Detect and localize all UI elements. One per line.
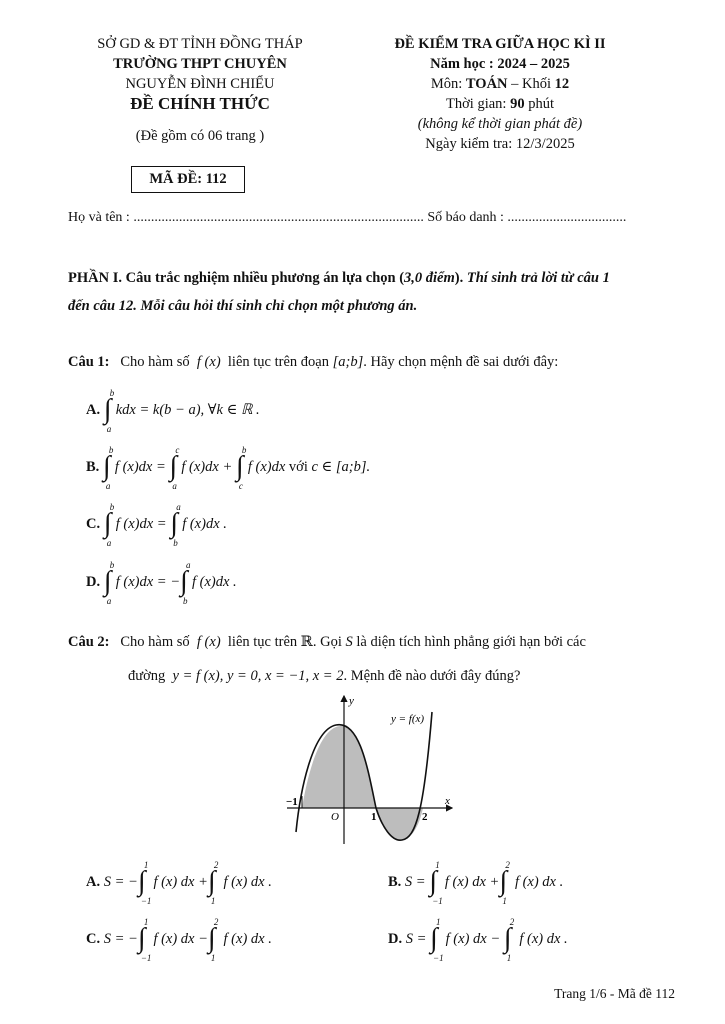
part1-heading: PHẦN I. Câu trắc nghiệm nhiều phương án lựa chọn (3,0 điểm). Thí sinh trả lời từ câu 1 đến câu 12. Mỗi câu hỏi thí sinh chỉ chọn một phương án. [68, 270, 610, 314]
x-axis-label: x [445, 795, 450, 807]
duration-line: Thời gian: 90 phút [446, 96, 554, 112]
exam-date: Ngày kiểm tra: 12/3/2025 [425, 136, 575, 152]
question-1-option-d[interactable]: D. ∫ b a f (x)dx = − ∫ a b f (x)dx . [86, 560, 237, 606]
page-count-note: (Đề gồm có 06 trang ) [135, 128, 265, 144]
school-year: Năm học : 2024 – 2025 [430, 56, 570, 72]
question-1-label: Câu 1: [68, 354, 110, 370]
shaded-region-positive [302, 726, 376, 808]
student-id-field: Số báo danh : .................................. [427, 210, 627, 225]
student-name-field: Họ và tên : ................................................................................... [68, 210, 424, 225]
question-2-option-a[interactable]: A. S = − ∫ 1 −1 f (x) dx + ∫ 2 1 f (x) dx . [86, 860, 272, 906]
tick-label-neg1: −1 [286, 796, 298, 808]
question-2-option-b[interactable]: B. S = ∫ 1 −1 f (x) dx + ∫ 2 1 f (x) dx . [388, 860, 564, 906]
question-1-stem: Câu 1: Cho hàm số f (x) liên tục trên đoạn [a;b]. Hãy chọn mệnh đề sai dưới đây: [68, 354, 559, 370]
header-right [350, 34, 650, 154]
header-left [40, 34, 360, 146]
page-footer: Trang 1/6 - Mã đề 112 [554, 986, 675, 1001]
official-label: ĐỀ CHÍNH THỨC [130, 94, 270, 113]
exam-code-box: MÃ ĐỀ: 112 [131, 166, 245, 193]
question-1-option-a[interactable]: A. ∫ b a kdx = k(b − a), ∀k ∈ ℝ . [86, 388, 260, 434]
department: SỞ GD & ĐT TỈNH ĐỒNG THÁP [97, 36, 303, 52]
question-2-option-c[interactable]: C. S = − ∫ 1 −1 f (x) dx − ∫ 2 1 f (x) dx . [86, 917, 272, 963]
duration-note: (không kể thời gian phát đề) [417, 116, 583, 132]
exam-title: ĐỀ KIỂM TRA GIỮA HỌC KÌ II [394, 36, 606, 52]
question-2-label: Câu 2: [68, 634, 110, 650]
tick-label-2: 2 [422, 811, 428, 823]
origin-label: O [331, 811, 339, 823]
tick-label-1: 1 [371, 811, 377, 823]
function-graph [282, 692, 457, 847]
question-2-stem: Câu 2: Cho hàm số f (x) liên tục trên ℝ. Gọi S là diện tích hình phẳng giới hạn bởi các đường y = f (x), y = 0, x = −1, x = 2. Mệnh đề nào dưới đây đúng? [68, 634, 586, 684]
question-1-option-c[interactable]: C. ∫ b a f (x)dx = ∫ a b f (x)dx . [86, 502, 227, 548]
school-line2: NGUYỄN ĐÌNH CHIỂU [125, 76, 275, 92]
curve-label: y = f(x) [391, 713, 425, 725]
school-line1: TRƯỜNG THPT CHUYÊN [113, 56, 287, 72]
question-2-option-d[interactable]: D. S = ∫ 1 −1 f (x) dx − ∫ 2 1 f (x) dx . [388, 917, 568, 963]
student-info-line [68, 210, 688, 226]
y-axis-label: y [349, 695, 354, 707]
question-1-option-b[interactable]: B. ∫ b a f (x)dx = ∫ c a f (x)dx + ∫ b c f (x)dx với c ∈ [a;b]. [86, 445, 371, 491]
subject-line: Môn: TOÁN – Khối 12 [430, 76, 570, 92]
